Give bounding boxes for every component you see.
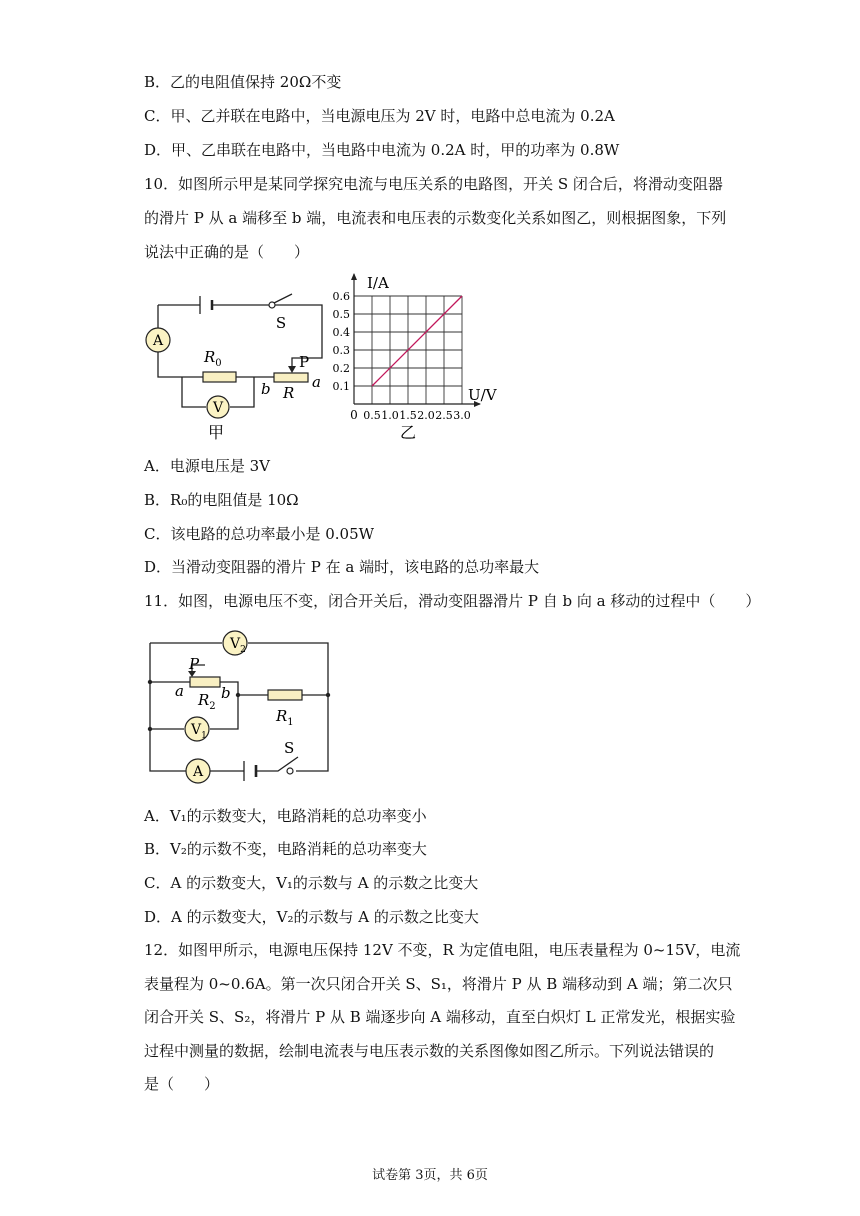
y-axis-label: I/A (367, 274, 389, 292)
rheostat-r2 (190, 677, 220, 687)
r1-label: $R_1$ (276, 707, 294, 728)
q9-option-b: B．乙的电阻值保持 20Ω不变 (144, 73, 342, 91)
end-a-label: a (175, 682, 184, 700)
switch-label: S (275, 314, 287, 332)
ammeter-label: A (152, 333, 164, 349)
q12-stem-line: 12．如图甲所示，电源电压保持 12V 不变，R 为定值电阻，电压表量程为 0~15V，电流 (144, 941, 741, 959)
q10-stem-line: 10．如图所示甲是某同学探究电流与电压关系的电路图，开关 S 闭合后，将滑动变阻器 (144, 175, 723, 193)
x-tick-label: 1.0 (381, 409, 399, 422)
q12-stem-line: 过程中测量的数据，绘制电流表与电压表示数的关系图像如图乙所示。下列说法错误的 (144, 1042, 715, 1060)
q9-option-c: C．甲、乙并联在电路中，当电源电压为 2V 时，电路中总电流为 0.2A (144, 107, 615, 125)
q10-option-d: D．当滑动变阻器的滑片 P 在 a 端时，该电路的总功率最大 (144, 558, 540, 576)
y-tick-label: 0.6 (332, 290, 350, 303)
series-line (372, 296, 462, 386)
x-tick-label: 0.5 (363, 409, 381, 422)
v2-meter-label: $V_2$ (230, 636, 246, 655)
r0-label: $R_0$ (204, 348, 222, 369)
q12-stem-line: 表量程为 0~0.6A。第一次只闭合开关 S、S₁，将滑片 P 从 B 端移动到 A 端；第二次只 (144, 975, 733, 993)
x-tick-label: 2.0 (417, 409, 435, 422)
resistor-r0 (203, 372, 236, 382)
switch-label: S (284, 739, 295, 757)
q11-stem: 11．如图，电源电压不变，闭合开关后，滑动变阻器滑片 P 自 b 向 a 移动的过程中（ ） (144, 592, 761, 610)
r2-label: $R_2$ (198, 691, 216, 712)
origin-label: 0 (350, 408, 358, 422)
q10-option-b: B．R₀的电阻值是 10Ω (144, 491, 299, 509)
q9-option-d: D．甲、乙串联在电路中，当电路中电流为 0.2A 时，甲的功率为 0.8W (144, 141, 620, 159)
x-tick-label: 2.5 (435, 409, 453, 422)
q10-stem-line: 说法中正确的是（ ） (144, 243, 310, 261)
q12-stem-line: 闭合开关 S、S₂，将滑片 P 从 B 端逐步向 A 端移动，直至白炽灯 L 正常发光，根据实验 (144, 1008, 736, 1026)
y-tick-label: 0.2 (332, 362, 350, 375)
q11-option-d: D．A 的示数变大，V₂的示数与 A 的示数之比变大 (144, 908, 479, 926)
q11-option-c: C．A 的示数变大，V₁的示数与 A 的示数之比变大 (144, 874, 479, 892)
voltmeter-label: V (212, 400, 224, 416)
x-tick-label: 1.5 (399, 409, 417, 422)
q11-option-a: A．V₁的示数变大，电路消耗的总功率变小 (144, 807, 427, 825)
resistor-r1 (268, 690, 302, 700)
end-b-label: b (221, 684, 231, 702)
y-tick-label: 0.4 (332, 326, 350, 339)
y-tick-label: 0.3 (332, 344, 350, 357)
end-b-label: b (261, 380, 271, 398)
v1-meter-label: $V_1$ (191, 722, 207, 741)
q10-iu-graph (332, 270, 510, 442)
y-tick-label: 0.5 (332, 308, 350, 321)
q10-circuit-diagram (140, 280, 340, 440)
rheostat-r (274, 373, 308, 382)
x-axis-label: U/V (468, 386, 497, 404)
graph-axes (351, 273, 481, 407)
end-a-label: a (312, 373, 321, 391)
slider-label: P (299, 353, 310, 371)
slider-label: P (189, 655, 200, 673)
rheostat-label: R (283, 384, 295, 402)
figure-caption-yi: 乙 (399, 423, 417, 442)
x-tick-label: 3.0 (453, 409, 471, 422)
q10-option-c: C．该电路的总功率最小是 0.05W (144, 525, 375, 543)
ammeter-label: A (192, 764, 204, 780)
q11-option-b: B．V₂的示数不变，电路消耗的总功率变大 (144, 840, 427, 858)
q11-circuit-diagram (140, 625, 340, 785)
q10-stem-line: 的滑片 P 从 a 端移至 b 端，电流表和电压表的示数变化关系如图乙，则根据图象，下列 (144, 209, 727, 227)
y-tick-label: 0.1 (332, 380, 350, 393)
q12-stem-line: 是（ ） (144, 1075, 220, 1093)
figure-caption-jia: 甲 (207, 423, 225, 442)
y-axis-arrow (351, 273, 357, 280)
page-footer: 试卷第 3页，共 6页 (372, 1168, 488, 1183)
q10-option-a: A．电源电压是 3V (144, 457, 270, 475)
